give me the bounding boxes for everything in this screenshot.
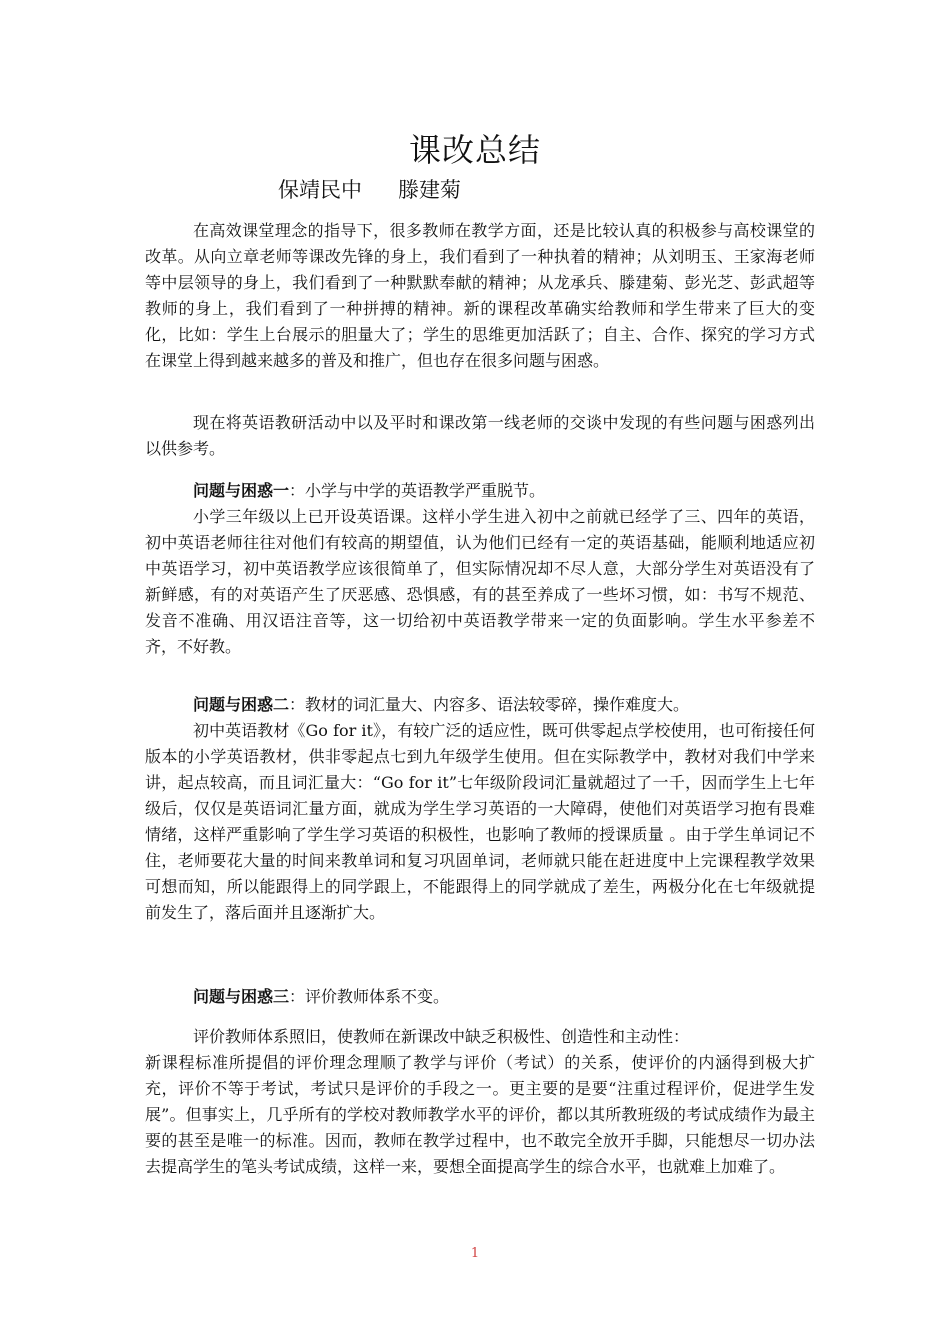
lead-paragraph: 现在将英语教研活动中以及平时和课改第一线老师的交谈中发现的有些问题与困惑列出以供参考。 — [145, 413, 815, 458]
section-2-heading — [193, 692, 689, 718]
section-3-paragraph-2: 新课程标准所提倡的评价理念理顺了教学与评价（考试）的关系，使评价的内涵得到极大扩充，评价不等于考试，考试只是评价的手段之一。更主要的是要“注重过程评价，促进学生发展”。但事实上，几乎所有的学校对教师教学水平的评价，都以其所教班级的考试成绩作为最主要的甚至是唯一的标准。因而，教师在教学过程中，也不敢完全放开手脚，只能想尽一切办法去提高学生的笔头考试成绩，这样一来，要想全面提高学生的综合水平，也就难上加难了。 — [145, 1053, 815, 1176]
section-3-paragraph-1: 评价教师体系照旧，使教师在新课改中缺乏积极性、创造性和主动性： — [193, 1027, 690, 1046]
section-2-heading-label: 问题与困惑二 — [193, 695, 290, 714]
section-3-heading-label: 问题与困惑三 — [193, 987, 290, 1006]
page-number: 1 — [470, 1246, 480, 1261]
section-3-heading — [193, 984, 449, 1010]
section-1-heading — [193, 478, 545, 504]
section-3-heading-text: ：评价教师体系不变。 — [289, 987, 450, 1006]
byline — [278, 176, 461, 204]
section-1-paragraph: 小学三年级以上已开设英语课。这样小学生进入初中之前就已经学了三、四年的英语，初中英语老师往往对他们有较高的期望值，认为他们已经有一定的英语基础，能顺利地适应初中英语学习，初中英语教学应该很简单了，但实际情况却不尽人意，大部分学生对英语没有了新鲜感，有的对英语产生了厌恶感、恐惧感，有的甚至养成了一些坏习惯，如：书写不规范、发音不准确、用汉语注音等，这一切给初中英语教学带来一定的负面影响。学生水平参差不齐，不好教。 — [145, 507, 815, 656]
school-name: 保靖民中 — [278, 178, 362, 202]
section-1-heading-text: ：小学与中学的英语教学严重脱节。 — [289, 481, 546, 500]
intro-paragraph: 在高效课堂理念的指导下，很多教师在教学方面，还是比较认真的积极参与高校课堂的改革。从向立章老师等课改先锋的身上，我们看到了一种执着的精神；从刘明玉、王家海老师等中层领导的身上，我们看到了一种默默奉献的精神；从龙承兵、滕建菊、彭光芝、彭武超等教师的身上，我们看到了一种拼搏的精神。新的课程改革确实给教师和学生带来了巨大的变化，比如：学生上台展示的胆量大了；学生的思维更加活跃了；自主、合作、探究的学习方式在课堂上得到越来越多的普及和推广，但也存在很多问题与困惑。 — [145, 221, 815, 370]
section-2-paragraph: 初中英语教材《Go for it》，有较广泛的适应性，既可供零起点学校使用，也可衔接任何版本的小学英语教材，供非零起点七到九年级学生使用。但在实际教学中，教材对我们中学来讲，起点较高，而且词汇量大：“Go for it”七年级阶段词汇量就超过了一千，因而学生上七年级后，仅仅是英语词汇量方面，就成为学生学习英语的一大障碍，使他们对英语学习抱有畏难情绪，这样严重影响了学生学习英语的积极性，也影响了教师的授课质量 。由于学生单词记不住，老师要花大量的时间来教单词和复习巩固单词，老师就只能在赶进度中上完课程教学效果可想而知，所以能跟得上的同学跟上，不能跟得上的同学就成了差生，两极分化在七年级就提前发生了，落后面并且逐渐扩大。 — [145, 721, 815, 922]
section-1-heading-label: 问题与困惑一 — [193, 481, 290, 500]
section-2-heading-text: ：教材的词汇量大、内容多、语法较零碎，操作难度大。 — [289, 695, 690, 714]
document-title: 课改总结 — [408, 131, 541, 169]
author-name: 滕建菊 — [398, 178, 461, 202]
